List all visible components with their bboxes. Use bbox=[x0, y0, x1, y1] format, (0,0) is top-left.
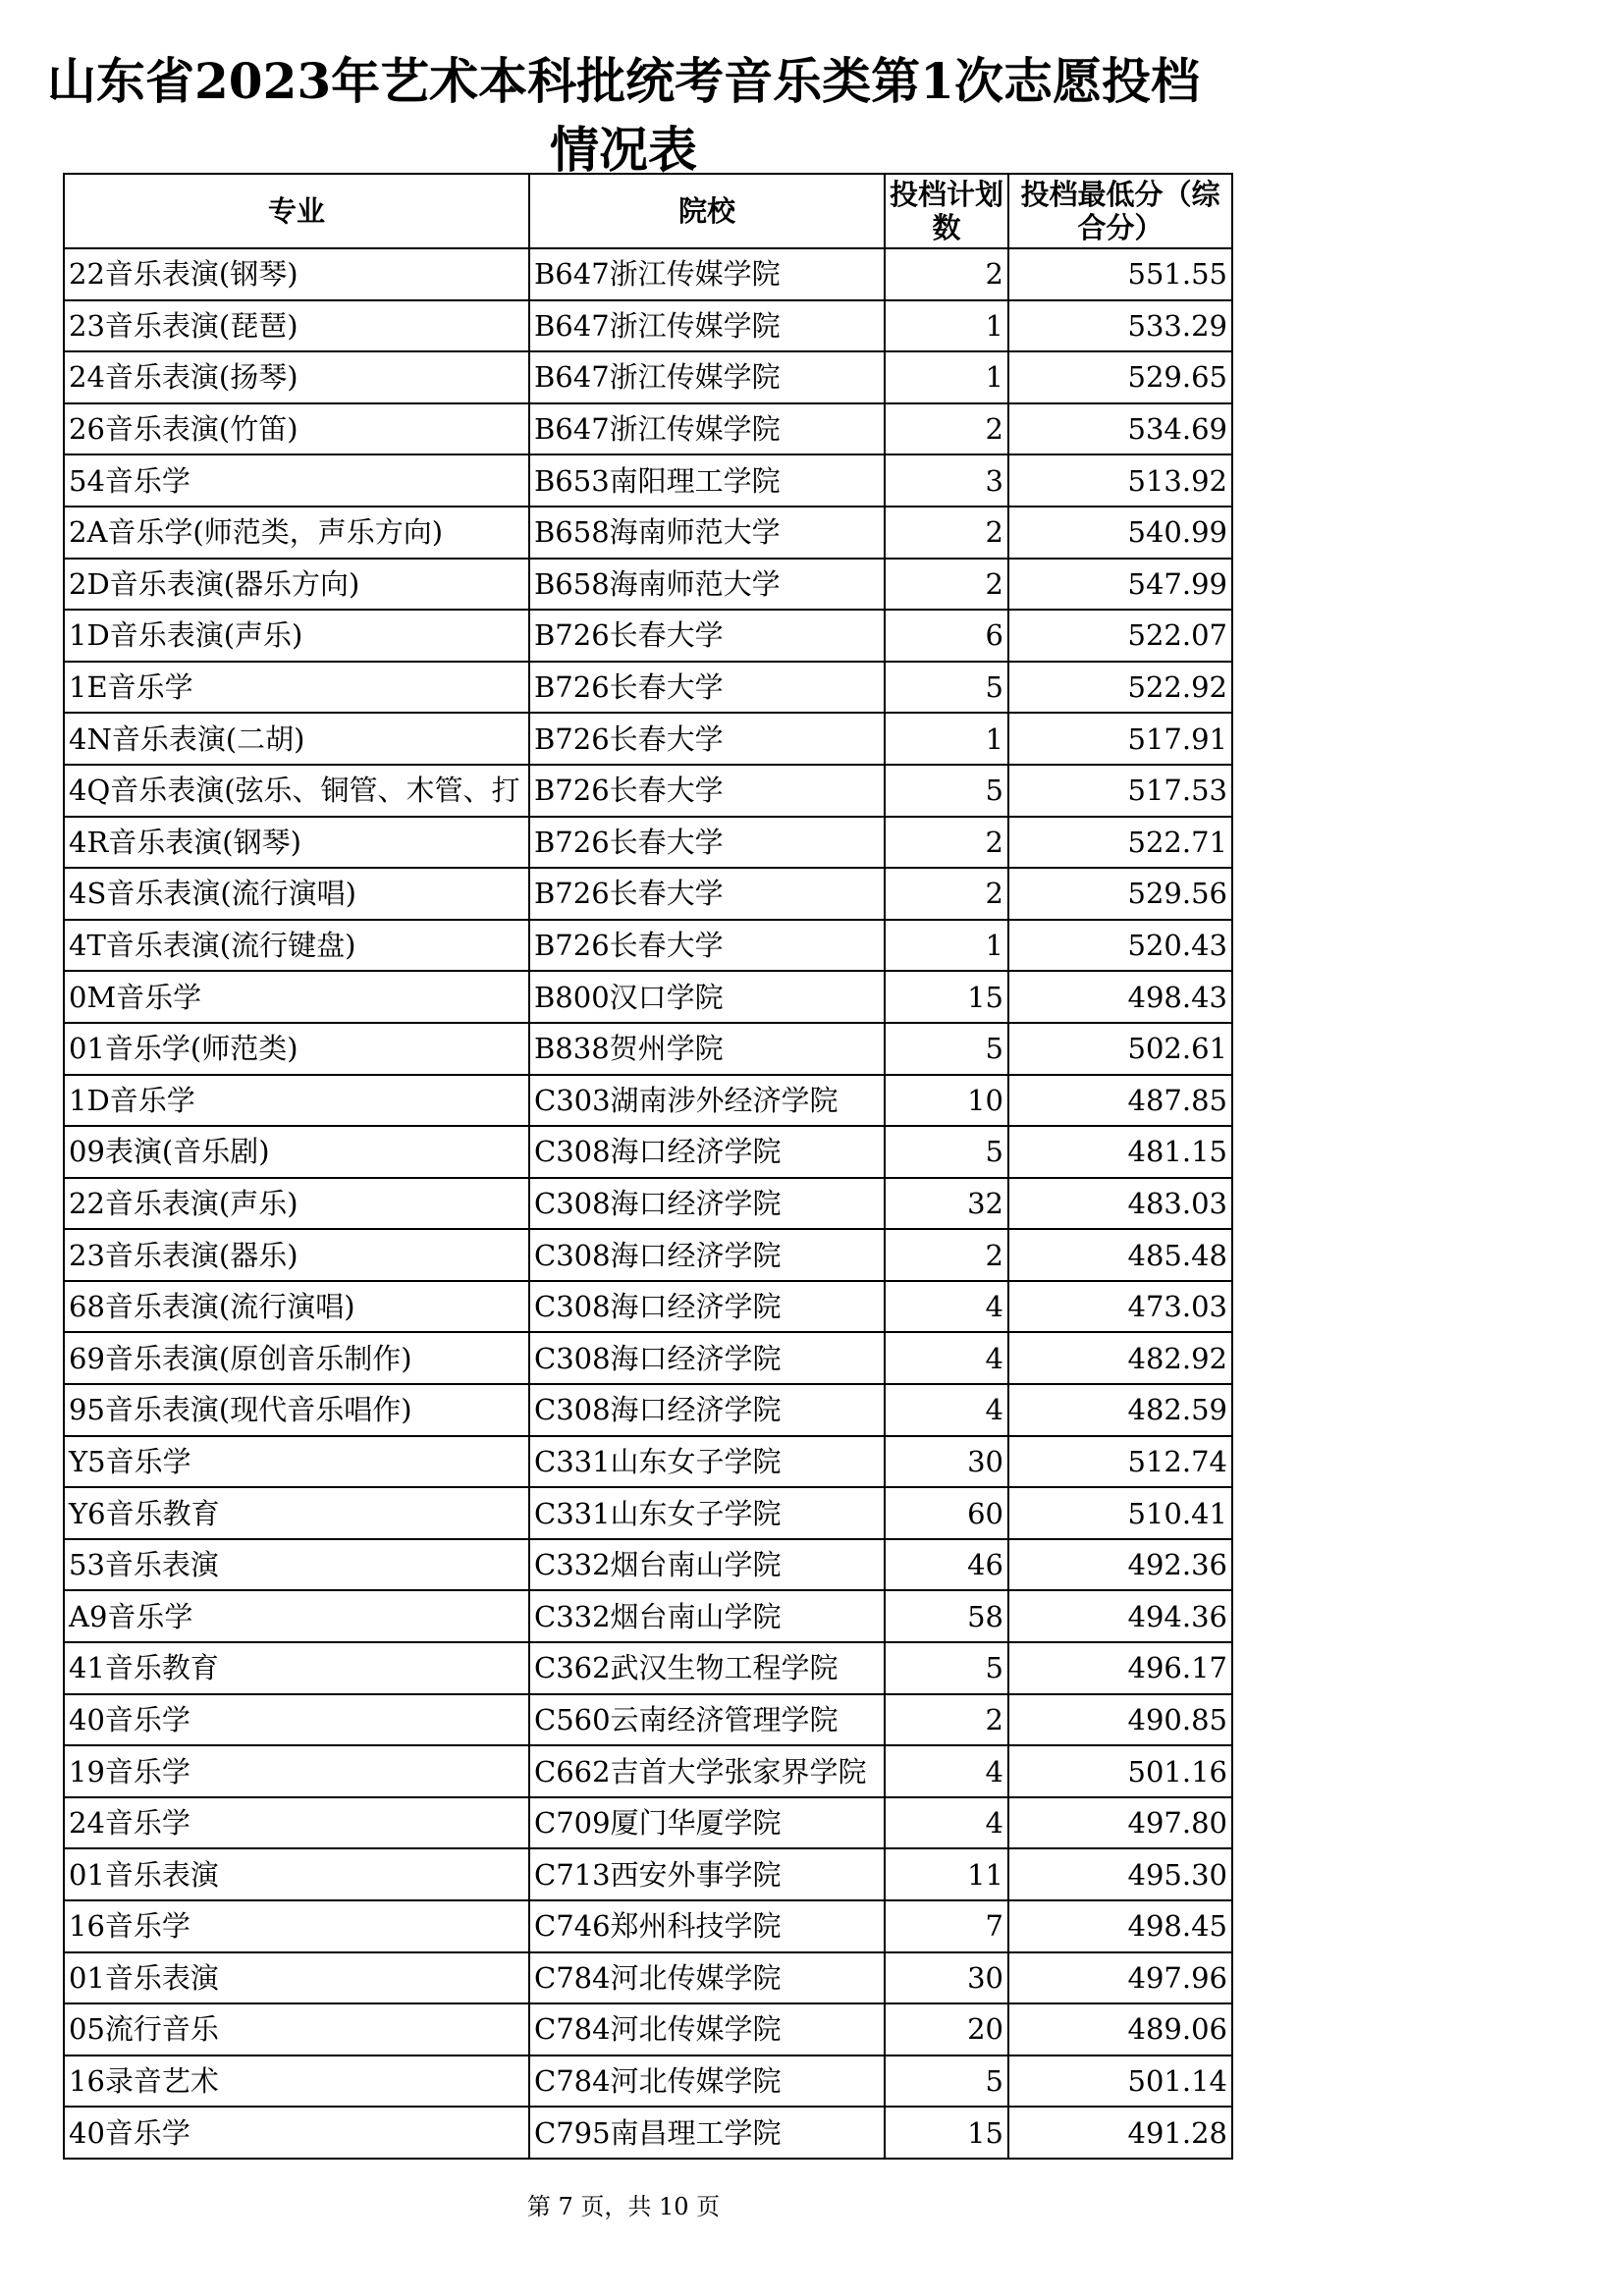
table-body bbox=[64, 248, 1232, 2159]
table-row bbox=[64, 351, 1232, 403]
major-cell: 1D音乐表演(声乐) bbox=[64, 610, 529, 662]
table-row bbox=[64, 1952, 1232, 2004]
major-cell: 0M音乐学 bbox=[64, 971, 529, 1023]
table-row bbox=[64, 1848, 1232, 1900]
school-cell: B647浙江传媒学院 bbox=[529, 300, 885, 352]
plan-count-cell: 2 bbox=[885, 817, 1008, 869]
major-cell: 40音乐学 bbox=[64, 2107, 529, 2159]
plan-count-cell: 2 bbox=[885, 1694, 1008, 1746]
school-cell: B726长春大学 bbox=[529, 610, 885, 662]
school-cell: C308海口经济学院 bbox=[529, 1178, 885, 1230]
plan-count-cell: 30 bbox=[885, 1436, 1008, 1488]
table-row bbox=[64, 713, 1232, 765]
school-cell: B800汉口学院 bbox=[529, 971, 885, 1023]
school-cell: C713西安外事学院 bbox=[529, 1848, 885, 1900]
school-cell: C795南昌理工学院 bbox=[529, 2107, 885, 2159]
school-cell: C303湖南涉外经济学院 bbox=[529, 1075, 885, 1127]
table-row bbox=[64, 868, 1232, 920]
school-cell: C784河北传媒学院 bbox=[529, 1952, 885, 2004]
school-cell: B726长春大学 bbox=[529, 765, 885, 817]
major-cell: 4T音乐表演(流行键盘) bbox=[64, 920, 529, 972]
major-cell: 22音乐表演(声乐) bbox=[64, 1178, 529, 1230]
school-cell: C709厦门华厦学院 bbox=[529, 1797, 885, 1849]
plan-count-cell: 60 bbox=[885, 1487, 1008, 1539]
school-cell: B653南阳理工学院 bbox=[529, 454, 885, 507]
min-score-cell: 498.43 bbox=[1008, 971, 1232, 1023]
min-score-cell: 495.30 bbox=[1008, 1848, 1232, 1900]
plan-count-cell: 2 bbox=[885, 559, 1008, 611]
table-row bbox=[64, 1178, 1232, 1230]
school-cell: C308海口经济学院 bbox=[529, 1384, 885, 1436]
plan-count-cell: 5 bbox=[885, 1642, 1008, 1694]
min-score-cell: 517.53 bbox=[1008, 765, 1232, 817]
plan-count-cell: 5 bbox=[885, 1023, 1008, 1075]
plan-count-cell: 58 bbox=[885, 1590, 1008, 1642]
school-cell: C746郑州科技学院 bbox=[529, 1900, 885, 1952]
table-row bbox=[64, 817, 1232, 869]
min-score-cell: 534.69 bbox=[1008, 403, 1232, 455]
table-row bbox=[64, 1745, 1232, 1797]
major-cell: 69音乐表演(原创音乐制作) bbox=[64, 1332, 529, 1384]
min-score-cell: 512.74 bbox=[1008, 1436, 1232, 1488]
plan-count-cell: 4 bbox=[885, 1797, 1008, 1849]
table-row bbox=[64, 1900, 1232, 1952]
table-row bbox=[64, 1436, 1232, 1488]
min-score-cell: 517.91 bbox=[1008, 713, 1232, 765]
school-cell: B647浙江传媒学院 bbox=[529, 403, 885, 455]
title-line-1: 山东省2023年艺术本科批统考音乐类第1次志愿投档 bbox=[47, 52, 1200, 110]
min-score-cell: 501.16 bbox=[1008, 1745, 1232, 1797]
major-cell: 41音乐教育 bbox=[64, 1642, 529, 1694]
school-cell: C784河北传媒学院 bbox=[529, 2056, 885, 2108]
major-cell: 4S音乐表演(流行演唱) bbox=[64, 868, 529, 920]
table-row bbox=[64, 1281, 1232, 1333]
table-row bbox=[64, 1023, 1232, 1075]
min-score-cell: 529.56 bbox=[1008, 868, 1232, 920]
major-cell: 26音乐表演(竹笛) bbox=[64, 403, 529, 455]
school-cell: B726长春大学 bbox=[529, 920, 885, 972]
plan-count-cell: 32 bbox=[885, 1178, 1008, 1230]
min-score-cell: 485.48 bbox=[1008, 1229, 1232, 1281]
major-cell: 09表演(音乐剧) bbox=[64, 1126, 529, 1178]
table-row bbox=[64, 2003, 1232, 2056]
title-line-2: 情况表 bbox=[550, 121, 697, 179]
school-cell: B658海南师范大学 bbox=[529, 559, 885, 611]
school-cell: C331山东女子学院 bbox=[529, 1487, 885, 1539]
plan-count-cell: 15 bbox=[885, 2107, 1008, 2159]
school-cell: B726长春大学 bbox=[529, 817, 885, 869]
min-score-cell: 513.92 bbox=[1008, 454, 1232, 507]
major-cell: 53音乐表演 bbox=[64, 1539, 529, 1591]
table-row bbox=[64, 1384, 1232, 1436]
plan-count-cell: 6 bbox=[885, 610, 1008, 662]
plan-count-cell: 11 bbox=[885, 1848, 1008, 1900]
min-score-cell: 473.03 bbox=[1008, 1281, 1232, 1333]
plan-count-cell: 2 bbox=[885, 868, 1008, 920]
table-row bbox=[64, 971, 1232, 1023]
major-cell: 16录音艺术 bbox=[64, 2056, 529, 2108]
major-cell: 24音乐表演(扬琴) bbox=[64, 351, 529, 403]
major-cell: 95音乐表演(现代音乐唱作) bbox=[64, 1384, 529, 1436]
major-cell: 23音乐表演(器乐) bbox=[64, 1229, 529, 1281]
min-score-cell: 533.29 bbox=[1008, 300, 1232, 352]
major-cell: 01音乐学(师范类) bbox=[64, 1023, 529, 1075]
min-score-cell: 482.92 bbox=[1008, 1332, 1232, 1384]
table-row bbox=[64, 920, 1232, 972]
major-cell: 4R音乐表演(钢琴) bbox=[64, 817, 529, 869]
page-title bbox=[0, 47, 1247, 185]
major-cell: 01音乐表演 bbox=[64, 1952, 529, 2004]
major-cell: Y6音乐教育 bbox=[64, 1487, 529, 1539]
table-row bbox=[64, 507, 1232, 559]
major-cell: Y5音乐学 bbox=[64, 1436, 529, 1488]
header-major: 专业 bbox=[64, 174, 529, 248]
major-cell: 1E音乐学 bbox=[64, 662, 529, 714]
min-score-cell: 547.99 bbox=[1008, 559, 1232, 611]
min-score-cell: 490.85 bbox=[1008, 1694, 1232, 1746]
min-score-cell: 496.17 bbox=[1008, 1642, 1232, 1694]
plan-count-cell: 4 bbox=[885, 1332, 1008, 1384]
table-row bbox=[64, 2056, 1232, 2108]
major-cell: 1D音乐学 bbox=[64, 1075, 529, 1127]
min-score-cell: 510.41 bbox=[1008, 1487, 1232, 1539]
min-score-cell: 529.65 bbox=[1008, 351, 1232, 403]
school-cell: C784河北传媒学院 bbox=[529, 2003, 885, 2056]
school-cell: C308海口经济学院 bbox=[529, 1229, 885, 1281]
table-row bbox=[64, 559, 1232, 611]
plan-count-cell: 7 bbox=[885, 1900, 1008, 1952]
min-score-cell: 522.92 bbox=[1008, 662, 1232, 714]
header-plan-count: 投档计划数 bbox=[885, 174, 1008, 248]
plan-count-cell: 2 bbox=[885, 507, 1008, 559]
major-cell: 40音乐学 bbox=[64, 1694, 529, 1746]
plan-count-cell: 30 bbox=[885, 1952, 1008, 2004]
table-row bbox=[64, 662, 1232, 714]
min-score-cell: 520.43 bbox=[1008, 920, 1232, 972]
school-cell: B658海南师范大学 bbox=[529, 507, 885, 559]
table-header-row bbox=[64, 174, 1232, 248]
min-score-cell: 497.80 bbox=[1008, 1797, 1232, 1849]
header-min-score: 投档最低分（综合分） bbox=[1008, 174, 1232, 248]
plan-count-cell: 1 bbox=[885, 300, 1008, 352]
min-score-cell: 481.15 bbox=[1008, 1126, 1232, 1178]
major-cell: 2A音乐学(师范类，声乐方向) bbox=[64, 507, 529, 559]
min-score-cell: 494.36 bbox=[1008, 1590, 1232, 1642]
table-row bbox=[64, 1487, 1232, 1539]
table-row bbox=[64, 1539, 1232, 1591]
table-row bbox=[64, 403, 1232, 455]
plan-count-cell: 4 bbox=[885, 1384, 1008, 1436]
plan-count-cell: 46 bbox=[885, 1539, 1008, 1591]
header-school: 院校 bbox=[529, 174, 885, 248]
school-cell: C332烟台南山学院 bbox=[529, 1590, 885, 1642]
min-score-cell: 522.71 bbox=[1008, 817, 1232, 869]
table-row bbox=[64, 300, 1232, 352]
school-cell: B726长春大学 bbox=[529, 868, 885, 920]
min-score-cell: 497.96 bbox=[1008, 1952, 1232, 2004]
table-row bbox=[64, 248, 1232, 300]
school-cell: C308海口经济学院 bbox=[529, 1332, 885, 1384]
plan-count-cell: 2 bbox=[885, 403, 1008, 455]
table-row bbox=[64, 1694, 1232, 1746]
plan-count-cell: 5 bbox=[885, 662, 1008, 714]
school-cell: B726长春大学 bbox=[529, 662, 885, 714]
major-cell: 24音乐学 bbox=[64, 1797, 529, 1849]
plan-count-cell: 5 bbox=[885, 765, 1008, 817]
school-cell: C331山东女子学院 bbox=[529, 1436, 885, 1488]
plan-count-cell: 10 bbox=[885, 1075, 1008, 1127]
plan-count-cell: 1 bbox=[885, 713, 1008, 765]
table-row bbox=[64, 1229, 1232, 1281]
table-row bbox=[64, 454, 1232, 507]
major-cell: 16音乐学 bbox=[64, 1900, 529, 1952]
plan-count-cell: 1 bbox=[885, 920, 1008, 972]
major-cell: 19音乐学 bbox=[64, 1745, 529, 1797]
min-score-cell: 487.85 bbox=[1008, 1075, 1232, 1127]
min-score-cell: 502.61 bbox=[1008, 1023, 1232, 1075]
school-cell: B838贺州学院 bbox=[529, 1023, 885, 1075]
min-score-cell: 482.59 bbox=[1008, 1384, 1232, 1436]
school-cell: B726长春大学 bbox=[529, 713, 885, 765]
plan-count-cell: 2 bbox=[885, 1229, 1008, 1281]
major-cell: 68音乐表演(流行演唱) bbox=[64, 1281, 529, 1333]
plan-count-cell: 5 bbox=[885, 1126, 1008, 1178]
plan-count-cell: 3 bbox=[885, 454, 1008, 507]
plan-count-cell: 5 bbox=[885, 2056, 1008, 2108]
table-row bbox=[64, 1642, 1232, 1694]
school-cell: B647浙江传媒学院 bbox=[529, 351, 885, 403]
major-cell: 4Q音乐表演(弦乐、铜管、木管、打 bbox=[64, 765, 529, 817]
min-score-cell: 540.99 bbox=[1008, 507, 1232, 559]
plan-count-cell: 15 bbox=[885, 971, 1008, 1023]
school-cell: C560云南经济管理学院 bbox=[529, 1694, 885, 1746]
min-score-cell: 501.14 bbox=[1008, 2056, 1232, 2108]
plan-count-cell: 2 bbox=[885, 248, 1008, 300]
major-cell: 4N音乐表演(二胡) bbox=[64, 713, 529, 765]
major-cell: 54音乐学 bbox=[64, 454, 529, 507]
min-score-cell: 492.36 bbox=[1008, 1539, 1232, 1591]
admission-table bbox=[63, 173, 1233, 2160]
table-row bbox=[64, 1332, 1232, 1384]
min-score-cell: 551.55 bbox=[1008, 248, 1232, 300]
school-cell: B647浙江传媒学院 bbox=[529, 248, 885, 300]
plan-count-cell: 4 bbox=[885, 1745, 1008, 1797]
min-score-cell: 483.03 bbox=[1008, 1178, 1232, 1230]
table-row bbox=[64, 765, 1232, 817]
min-score-cell: 489.06 bbox=[1008, 2003, 1232, 2056]
min-score-cell: 491.28 bbox=[1008, 2107, 1232, 2159]
table-row bbox=[64, 1126, 1232, 1178]
school-cell: C308海口经济学院 bbox=[529, 1126, 885, 1178]
min-score-cell: 522.07 bbox=[1008, 610, 1232, 662]
plan-count-cell: 20 bbox=[885, 2003, 1008, 2056]
school-cell: C308海口经济学院 bbox=[529, 1281, 885, 1333]
major-cell: 23音乐表演(琵琶) bbox=[64, 300, 529, 352]
table-row bbox=[64, 1075, 1232, 1127]
page-footer: 第 7 页，共 10 页 bbox=[526, 2193, 721, 2220]
major-cell: 01音乐表演 bbox=[64, 1848, 529, 1900]
school-cell: C362武汉生物工程学院 bbox=[529, 1642, 885, 1694]
plan-count-cell: 4 bbox=[885, 1281, 1008, 1333]
school-cell: C332烟台南山学院 bbox=[529, 1539, 885, 1591]
major-cell: A9音乐学 bbox=[64, 1590, 529, 1642]
table-row bbox=[64, 2107, 1232, 2159]
school-cell: C662吉首大学张家界学院 bbox=[529, 1745, 885, 1797]
major-cell: 2D音乐表演(器乐方向) bbox=[64, 559, 529, 611]
table-row bbox=[64, 1590, 1232, 1642]
table-row bbox=[64, 1797, 1232, 1849]
major-cell: 22音乐表演(钢琴) bbox=[64, 248, 529, 300]
min-score-cell: 498.45 bbox=[1008, 1900, 1232, 1952]
table-row bbox=[64, 610, 1232, 662]
major-cell: 05流行音乐 bbox=[64, 2003, 529, 2056]
plan-count-cell: 1 bbox=[885, 351, 1008, 403]
